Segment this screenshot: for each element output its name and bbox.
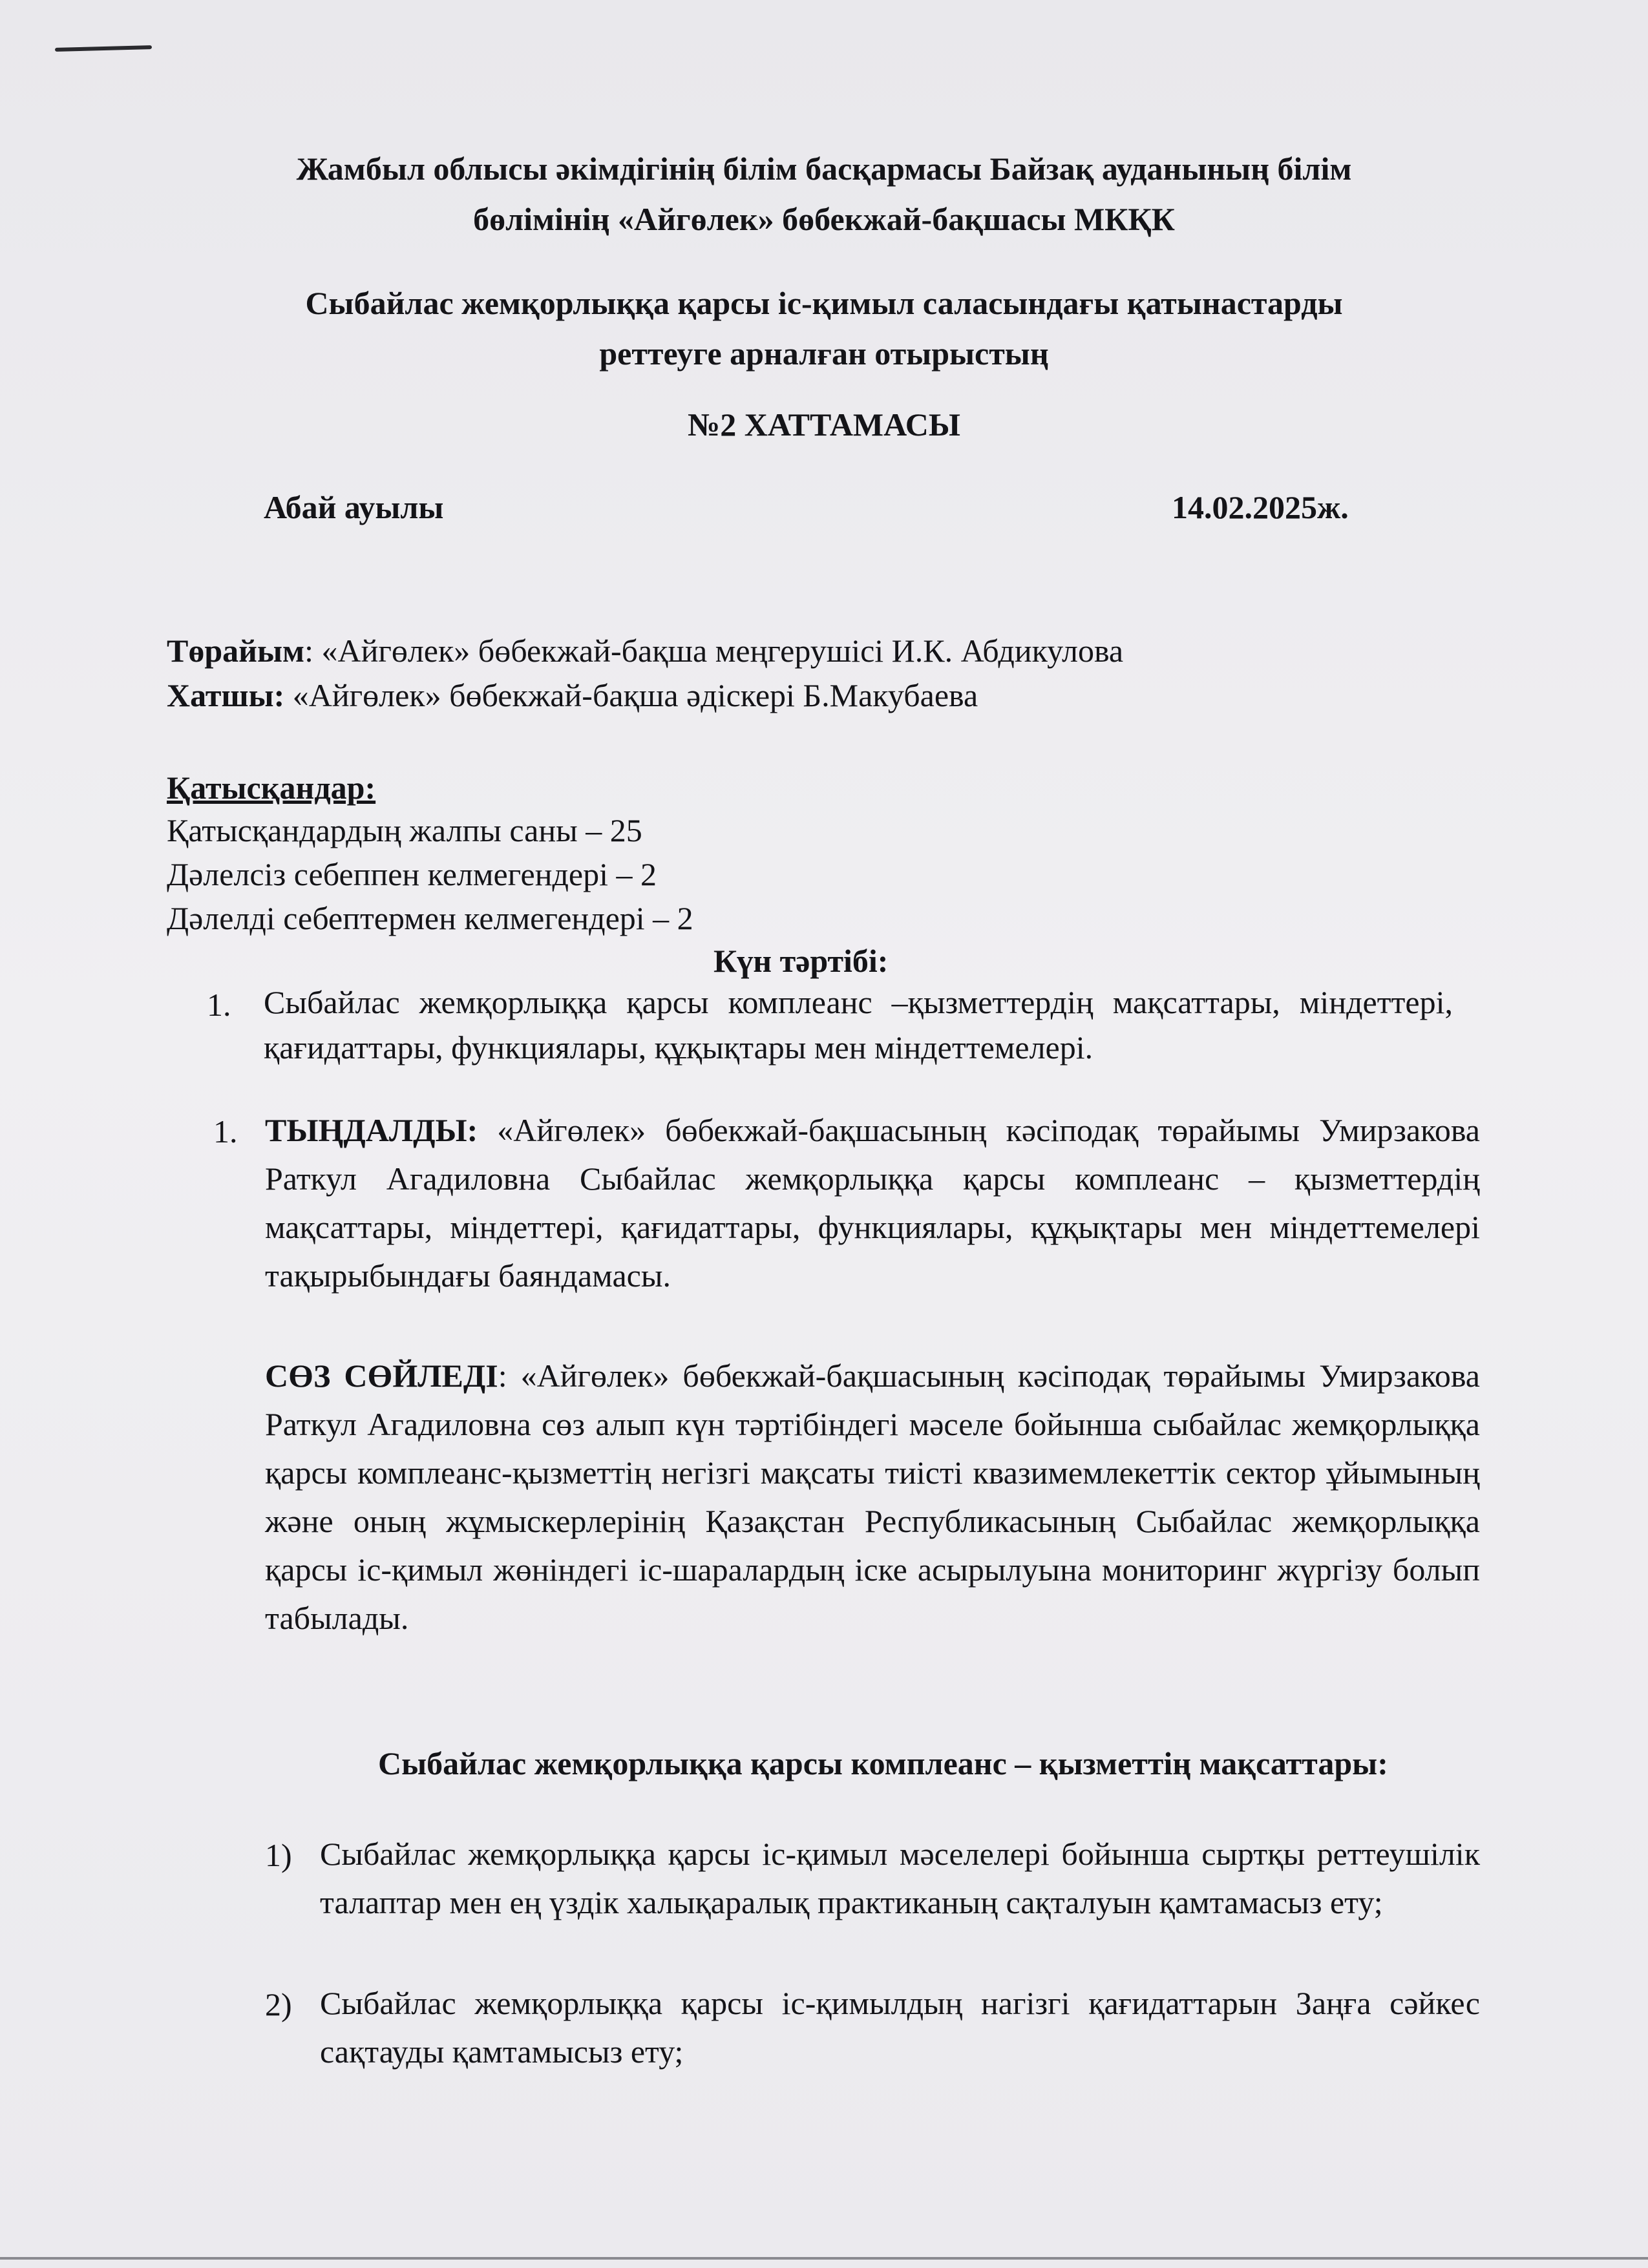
listened-number: 1. — [213, 1113, 238, 1150]
agenda-heading: Күн тәртібі: — [713, 943, 889, 979]
secretary-line — [167, 677, 978, 714]
goal-2-text: Сыбайлас жемқорлыққа қарсы іс-қимылдың нагізгі қағидаттарын Заңға сәйкес сақтауды қамтамысыз ету; — [320, 1985, 1480, 2070]
page-bottom-edge — [0, 2257, 1648, 2260]
agenda-item-number: 1. — [207, 987, 231, 1023]
org-line-1: Жамбыл облысы әкімдігінің білім басқармасы Байзақ ауданының білім — [296, 151, 1352, 187]
attendance-heading: Қатысқандар: — [167, 770, 376, 806]
listened-label: ТЫҢДАЛДЫ: — [265, 1112, 478, 1148]
attendance-unexcused: Дәлелсіз себеппен келмегендері – 2 — [167, 856, 657, 892]
chair-text: : «Айгөлек» бөбекжай-бақша меңгерушісі И.К. Абдикулова — [304, 633, 1124, 669]
protocol-number: №2 ХАТТАМАСЫ — [688, 406, 960, 443]
title-line-2: реттеуге арналған отырыстың — [599, 335, 1049, 372]
place: Абай ауылы — [264, 489, 444, 525]
spoke-label: СӨЗ СӨЙЛЕДІ — [265, 1358, 498, 1394]
goal-2-number: 2) — [265, 1986, 292, 2022]
spoke-paragraph — [265, 1352, 1480, 1643]
secretary-label: Хатшы: — [167, 677, 285, 713]
goal-1-number: 1) — [265, 1837, 292, 1873]
org-line-2: бөлімінің «Айгөлек» бөбекжай-бақшасы МКҚК — [473, 201, 1175, 237]
chair-line — [167, 632, 1123, 669]
listened-text: «Айгөлек» бөбекжай-бақшасының кәсіподақ төрайымы Умирзакова Раткул Агадиловна Сыбайлас жемқорлыққа қарсы комплеанс – қызметтердің мақсаттары, міндеттері, қағидаттары, функциялары, құқықтары мен міндеттемелері тақырыбындағы баяндамасы. — [265, 1112, 1480, 1294]
spoke-text: : «Айгөлек» бөбекжай-бақшасының кәсіподақ төрайымы Умирзакова Раткул Агадиловна сөз алып күн тәртібіндегі мәселе бойынша сыбайлас жемқорлыққа қарсы комплеанс-қызметтің негізгі мақсаты тиісті квазимемлекеттік сектор ұйымының және оның жұмыскерлерінің Қазақстан Республикасының Сыбайлас жемқорлыққа қарсы іс-қимыл жөніндегі іс-шаралардың іске асырылуына мониторинг жүргізу болып табылады. — [265, 1358, 1480, 1636]
goal-1-text: Сыбайлас жемқорлыққа қарсы іс-қимыл мәселелері бойынша сыртқы реттеушілік талаптар мен ең үздік халықаралық практиканың сақталуын қамтамасыз ету; — [320, 1836, 1480, 1920]
secretary-text: «Айгөлек» бөбекжай-бақша әдіскері Б.Макубаева — [284, 677, 978, 713]
goals-heading: Сыбайлас жемқорлыққа қарсы комплеанс – қызметтің мақсаттары: — [378, 1745, 1388, 1781]
chair-label: Төрайым — [167, 633, 305, 669]
agenda-item-text: Сыбайлас жемқорлыққа қарсы комплеанс –қызметтердің мақсаттары, міндеттері, қағидаттары, функциялары, құқықтары мен міндеттемелері. — [264, 984, 1453, 1066]
attendance-total: Қатысқандардың жалпы саны – 25 — [167, 812, 642, 848]
title-line-1: Сыбайлас жемқорлыққа қарсы іс-қимыл саласындағы қатынастарды — [305, 285, 1343, 321]
attendance-excused: Дәлелді себептермен келмегендері – 2 — [167, 900, 693, 936]
listened-paragraph — [265, 1106, 1480, 1300]
scan-mark — [55, 45, 152, 52]
date: 14.02.2025ж. — [1172, 489, 1349, 525]
